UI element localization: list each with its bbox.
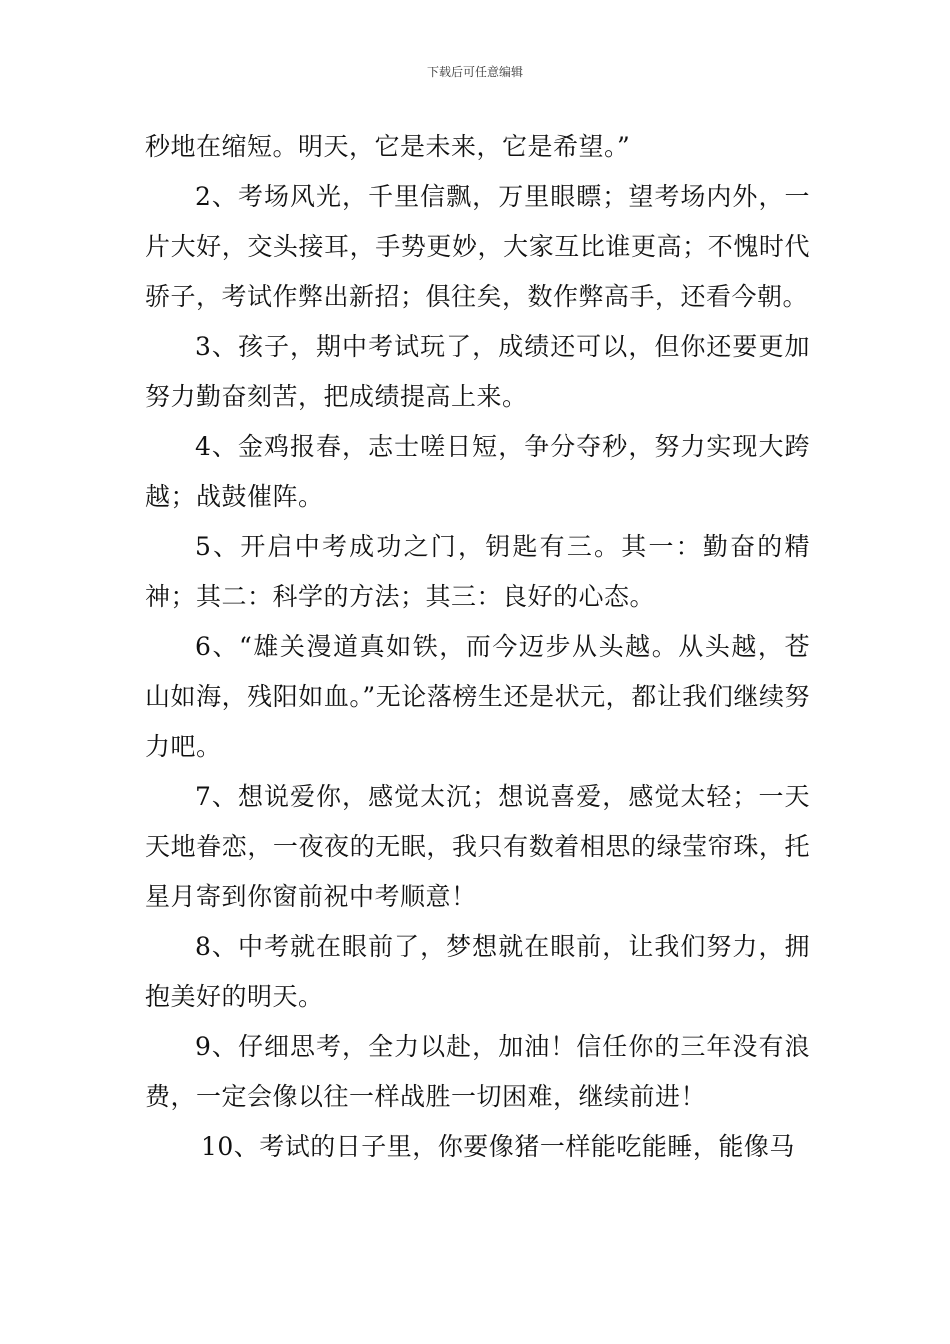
page-header: 下载后可任意编辑: [426, 65, 523, 79]
paragraph-continuation: 秒地在缩短。明天，它是未来，它是希望。”: [145, 132, 631, 161]
paragraph-item-8: 8、中考就在眼前了，梦想就在眼前，让我们努力，拥抱美好的明天。: [145, 932, 810, 1011]
document-body: [145, 122, 810, 1172]
paragraph-item-6: 6、“雄关漫道真如铁，而今迈步从头越。从头越，苍山如海，残阳如血。”无论落榜生还是状元，都让我们继续努力吧。: [145, 632, 810, 761]
paragraph-item-4: 4、金鸡报春，志士嗟日短，争分夺秒，努力实现大跨越；战鼓催阵。: [145, 432, 810, 511]
paragraph-item-5: 5、开启中考成功之门，钥匙有三。其一：勤奋的精神；其二：科学的方法；其三：良好的心态。: [145, 532, 810, 611]
paragraph-item-7: 7、想说爱你，感觉太沉；想说喜爱，感觉太轻；一天天地眷恋，一夜夜的无眠，我只有数着相思的绿莹帘珠，托星月寄到你窗前祝中考顺意！: [145, 782, 810, 911]
paragraph-item-3: 3、孩子，期中考试玩了，成绩还可以，但你还要更加努力勤奋刻苦，把成绩提高上来。: [145, 332, 810, 411]
paragraph-item-2: 2、考场风光，千里信飘，万里眼瞟；望考场内外，一片大好，交头接耳，手势更妙，大家互比谁更高；不愧时代骄子，考试作弊出新招；俱往矣，数作弊高手，还看今朝。: [145, 182, 810, 311]
paragraph-item-10: 10、考试的日子里，你要像猪一样能吃能睡，能像马: [201, 1132, 795, 1161]
paragraph-item-9: 9、仔细思考，全力以赴，加油！信任你的三年没有浪费，一定会像以往一样战胜一切困难，继续前进！: [145, 1032, 810, 1111]
